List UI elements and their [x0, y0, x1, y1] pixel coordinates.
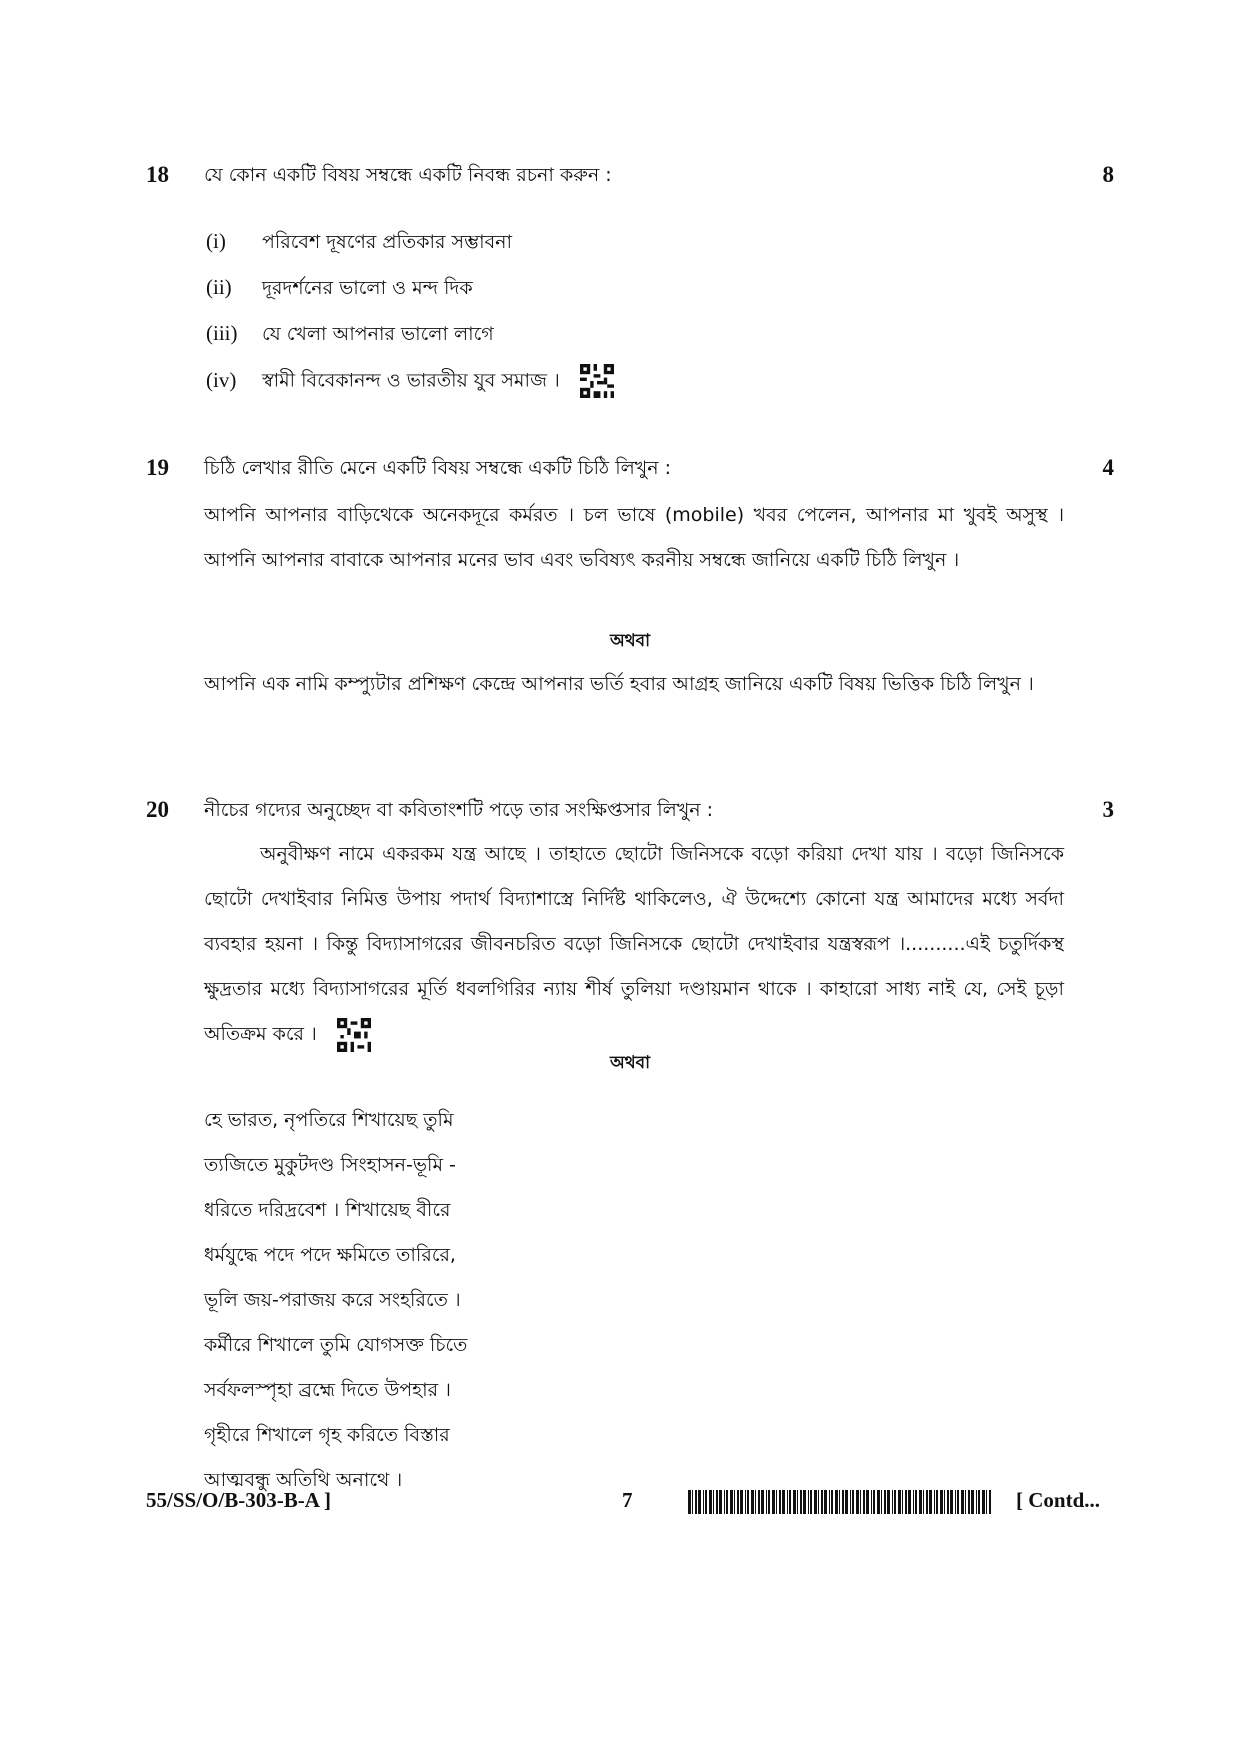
- option-label: (ii): [206, 275, 232, 299]
- q18-option-4: [206, 364, 614, 399]
- option-text: দূরদর্শনের ভালো ও মন্দ দিক: [262, 277, 473, 299]
- question-19-marks: 4: [1102, 455, 1114, 480]
- barcode-icon: [688, 1490, 993, 1514]
- prose-text: অনুবীক্ষণ নামে একরকম যন্ত্র আছে । তাহাতে ছোটো জিনিসকে বড়ো করিয়া দেখা যায় । বড়ো জিনিসকে ছোটো দেখাইবার নিমিত্ত উপায় পদার্থ বিদ্যাশাস্ত্রে নির্দিষ্ট থাকিলেও, ঐ উদ্দেশ্যে কোনো যন্ত্র আমাদের মধ্যে সর্বদা ব্যবহার হয়না । কিন্তু বিদ্যাসাগরের জীবনচরিত বড়ো জিনিসকে ছোটো দেখাইবার যন্ত্রস্বরূপ ।..........এই চতুর্দিকস্থ ক্ষুদ্রতার মধ্যে বিদ্যাসাগরের মূর্তি ধবলগিরির ন্যায় শীর্ষ তুলিয়া দণ্ডায়মান থাকে । কাহারো সাধ্য নাই যে, সেই চূড়া অতিক্রম করে ।: [204, 843, 1064, 1045]
- poem-line: ধরিতে দরিদ্রবেশ । শিখায়েছ বীরে: [204, 1199, 451, 1221]
- question-19-number: 19: [146, 455, 169, 480]
- q18-option-3: [206, 320, 494, 352]
- poem-line: ভূলি জয়-পরাজয় করে সংহরিতে ।: [204, 1289, 461, 1311]
- question-20-poem: [204, 1098, 467, 1503]
- option-label: (i): [206, 229, 226, 253]
- question-20-text: নীচের গদ্যের অনুচ্ছেদ বা কবিতাংশটি পড়ে তার সংক্ষিপ্তসার লিখুন :: [204, 799, 714, 821]
- page-number: 7: [622, 1488, 633, 1512]
- poem-line: সর্বফলস্পৃহা ব্রহ্মে দিতে উপহার ।: [204, 1379, 451, 1401]
- poem-line: ত্যজিতে মুকুটদণ্ড সিংহাসন-ভূমি -: [204, 1154, 456, 1176]
- option-label: (iv): [206, 367, 237, 392]
- question-18-number: 18: [146, 162, 169, 187]
- question-18-marks: 8: [1102, 162, 1114, 187]
- poem-line: কর্মীরে শিখালে তুমি যোগসক্ত চিতে: [204, 1334, 468, 1356]
- question-20-prose-passage: [204, 832, 1064, 1057]
- poem-line: ধর্মযুদ্ধে পদে পদে ক্ষমিতে তারিরে,: [204, 1244, 456, 1266]
- qr-code-icon: [580, 364, 614, 398]
- question-18-text: যে কোন একটি বিষয় সম্বন্ধে একটি নিবন্ধ রচনা করুন :: [204, 164, 612, 186]
- question-20-marks: 3: [1102, 797, 1114, 822]
- paper-code: 55/SS/O/B-303-B-A ]: [146, 1488, 331, 1512]
- poem-line: আত্মবন্ধু অতিথি অনাথে ।: [204, 1469, 403, 1491]
- q18-option-1: [206, 228, 512, 260]
- option-label: (iii): [206, 321, 238, 345]
- question-19-letter-prompt-1: আপনি আপনার বাড়িথেকে অনেকদূরে কর্মরত । চল ভাষে (mobile) খবর পেলেন, আপনার মা খুবই অসুস্থ । আপনি আপনার বাবাকে আপনার মনের ভাব এবং ভবিষ্যৎ করনীয় সম্বন্ধে জানিয়ে একটি চিঠি লিখুন ।: [204, 504, 1064, 571]
- continued-label: [ Contd...: [1016, 1488, 1101, 1512]
- question-19-letter-prompt-2: আপনি এক নামি কম্প্যুটার প্রশিক্ষণ কেন্দ্রে আপনার ভর্তি হবার আগ্রহ জানিয়ে একটি বিষয় ভিত্তিক চিঠি লিখুন ।: [204, 673, 1034, 695]
- qr-code-icon: [337, 1018, 371, 1052]
- poem-line: হে ভারত, নৃপতিরে শিখায়েছ তুমি: [204, 1109, 454, 1131]
- question-20-number: 20: [146, 797, 169, 822]
- question-19-text: চিঠি লেখার রীতি মেনে একটি বিষয় সম্বন্ধে একটি চিঠি লিখুন :: [204, 457, 672, 479]
- option-text: স্বামী বিবেকানন্দ ও ভারতীয় যুব সমাজ ।: [262, 369, 560, 392]
- q18-option-2: [206, 274, 473, 306]
- poem-line: গৃহীরে শিখালে গৃহ করিতে বিস্তার: [204, 1424, 450, 1446]
- option-text: যে খেলা আপনার ভালো লাগে: [262, 323, 494, 345]
- option-text: পরিবেশ দূষণের প্রতিকার সম্ভাবনা: [262, 231, 513, 253]
- or-divider: অথবা: [609, 1053, 651, 1073]
- or-divider: অথবা: [609, 631, 651, 651]
